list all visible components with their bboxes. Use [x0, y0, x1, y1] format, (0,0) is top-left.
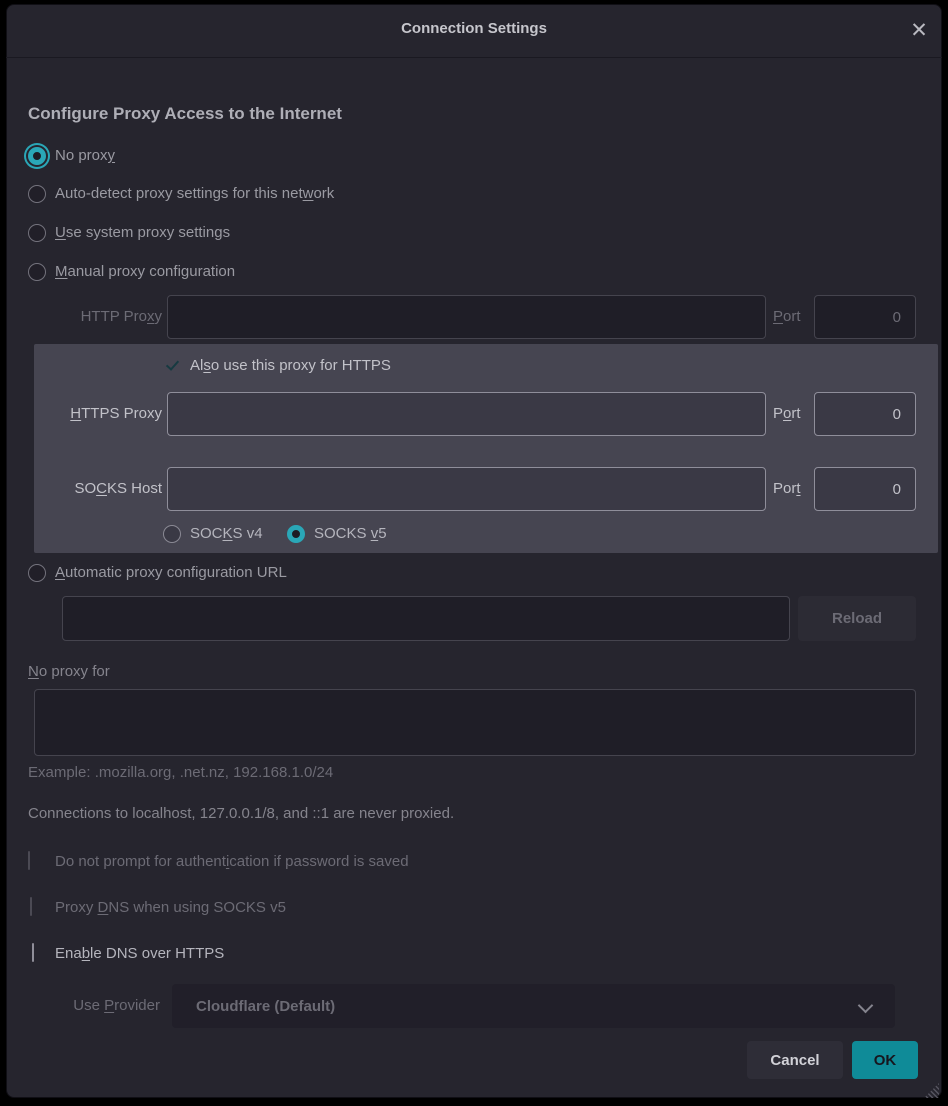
- http-proxy-input[interactable]: [167, 295, 766, 339]
- close-icon: ✕: [910, 18, 928, 42]
- pac-url-input[interactable]: [62, 596, 790, 641]
- no-proxy-example: Example: .mozilla.org, .net.nz, 192.168.1.0/24: [28, 764, 334, 781]
- page-title: Configure Proxy Access to the Internet: [28, 104, 342, 123]
- socks-host-input[interactable]: [167, 467, 766, 511]
- doh-provider-value: Cloudflare (Default): [196, 997, 336, 1015]
- socks-v5-radio[interactable]: [287, 525, 305, 543]
- dialog-title: Connection Settings: [401, 20, 547, 37]
- no-proxy-radio[interactable]: [28, 147, 46, 165]
- socks-v4-radio[interactable]: [163, 525, 181, 543]
- https-proxy-input[interactable]: [167, 392, 766, 436]
- no-proxy-textarea[interactable]: [34, 689, 916, 756]
- chevron-down-icon: [858, 998, 874, 1014]
- also-https-label: Also use this proxy for HTTPS: [190, 357, 391, 374]
- https-port-label: Port: [773, 405, 801, 422]
- system-proxy-label: Use system proxy settings: [55, 224, 231, 241]
- system-proxy-radio[interactable]: [28, 224, 46, 242]
- doh-checkbox[interactable]: [32, 943, 34, 962]
- pac-radio[interactable]: [28, 564, 46, 582]
- manual-proxy-label: Manual proxy configuration: [55, 263, 236, 280]
- reload-label: Reload: [831, 610, 883, 627]
- https-port-input[interactable]: [814, 392, 916, 436]
- reload-button[interactable]: [798, 596, 916, 641]
- http-port-input[interactable]: [814, 295, 916, 339]
- socks-host-label: SOCKS Host: [74, 480, 162, 497]
- doh-provider-label: Use Provider: [73, 997, 160, 1014]
- socks-v5-label: SOCKS v5: [314, 525, 387, 542]
- doh-provider-select[interactable]: [172, 984, 895, 1028]
- no-proxy-for-label: No proxy for: [28, 663, 110, 680]
- close-button[interactable]: [903, 14, 935, 46]
- doh-label: Enable DNS over HTTPS: [55, 945, 225, 962]
- http-proxy-label: HTTP Proxy: [80, 308, 162, 325]
- no-auth-prompt-label: Do not prompt for authentication if password is saved: [55, 853, 409, 870]
- manual-proxy-panel: [34, 344, 938, 553]
- manual-proxy-radio[interactable]: [28, 263, 46, 281]
- socks-v4-label: SOCKS v4: [190, 525, 263, 542]
- cancel-button[interactable]: Cancel: [747, 1041, 843, 1079]
- no-proxy-label: No proxy: [55, 147, 116, 164]
- proxy-dns-checkbox[interactable]: [30, 897, 32, 916]
- no-proxy-note: Connections to localhost, 127.0.0.1/8, and ::1 are never proxied.: [28, 805, 455, 822]
- ok-button[interactable]: OK: [852, 1041, 918, 1079]
- http-port-label: Port: [773, 308, 801, 325]
- https-proxy-label: HTTPS Proxy: [70, 405, 162, 422]
- auto-detect-radio[interactable]: [28, 185, 46, 203]
- auto-detect-label: Auto-detect proxy settings for this network: [55, 185, 335, 202]
- no-auth-prompt-checkbox[interactable]: [28, 851, 30, 870]
- proxy-dns-label: Proxy DNS when using SOCKS v5: [55, 899, 286, 916]
- socks-port-label: Port: [773, 480, 801, 497]
- pac-label: Automatic proxy configuration URL: [55, 564, 287, 581]
- socks-port-input[interactable]: [814, 467, 916, 511]
